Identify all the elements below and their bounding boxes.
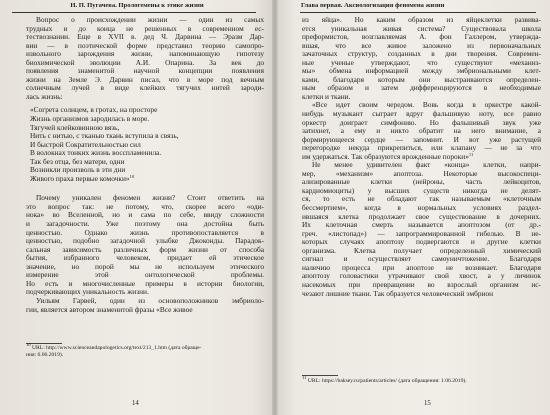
text-line: «Согретa солнцем, в гротах, на просторе: [30, 106, 158, 115]
text-line: ками, благодаря которым они выстраиваются определен-: [302, 75, 541, 84]
text-line: и загадочности. Уже поэтому она достойна быть: [26, 220, 264, 229]
text-line: мы» обмена информацией между эмбриональными клет-: [302, 67, 541, 76]
text-line: лась жизнь:: [26, 92, 63, 101]
paragraph: [26, 297, 264, 314]
text-line: клетки и ткани.: [302, 92, 351, 101]
text-line: извольного зарождения жизни, напоминающую гипотезу: [26, 50, 264, 59]
text-line: вин — в поэтической форме представил теорию самопро-: [26, 41, 264, 50]
text-line: гии, является автором знаменитой фразы «Все живое: [26, 305, 193, 314]
text-line: жизни на Земле Э. Дарвин писал, что в море под вечным: [26, 75, 264, 84]
text-line: перегородке некуда прикрепиться, или клапану — не за что: [302, 144, 541, 153]
book-gutter: [272, 0, 278, 415]
text-line: Живого праха первые комочки»$^{10}$: [30, 174, 135, 183]
text-line: им удержаться. Так образуются врожденные пороки»$^{11}$: [302, 152, 474, 161]
text-line: Уильям Гарвей, один из основоположников эмбриоло-: [36, 296, 264, 305]
text-line: ным образом и затем дифференцируются в необходимые: [302, 84, 541, 93]
text-line: затихнет, а ему и никто обратит на него внимание, а: [302, 127, 541, 136]
text-line: появления знаменитой научной концепции появления: [26, 67, 264, 76]
text-line: биохимической эволюции А.И. Опарина. За век до: [26, 58, 264, 67]
footnote-text-cont: ния: 6.06.2019).: [26, 352, 64, 358]
paragraph: [26, 194, 264, 297]
footnote-mark: 11: [468, 152, 474, 157]
page-number: 14: [132, 400, 139, 407]
text-line: формирующееся сердце — запомнит. И вот уже растущей: [302, 135, 541, 144]
text-line: зачаточных структур, созданных в дни творения. Современ-: [302, 50, 541, 59]
footnote: [302, 375, 467, 385]
text-line: мер, «механизм» апоптоза. Некоторые высокоспеци-: [302, 169, 541, 178]
footnote-mark: 11: [302, 375, 307, 380]
paragraph: [26, 16, 264, 101]
text-line: из яйца». Но каким образом из яйцеклетки развива-: [302, 16, 541, 24]
text-line: кардиомиоциты) у высших существ никогда не делят-: [302, 186, 541, 195]
text-line: которых случаях апоптозу подвергаются и другие клетки: [302, 238, 541, 247]
text-line: бытия, избранного человеком, придает ей этическое: [26, 254, 264, 263]
text-line: бессмертием», когда в нормальных условиях раздел-: [302, 204, 541, 213]
page-number: 15: [424, 400, 431, 407]
text-line: В волокнах тонких жизнь восспламенила.: [30, 149, 162, 158]
text-line: сальная зависимость различных форм жизни от способа: [26, 245, 264, 254]
text-line: нибудь музыкант сыграет вдруг фальшивую ноту, все равно: [302, 110, 541, 119]
footnote-text: URL: http://www.scienceandapologetics.org/text/213_1.htm (дата обраще-: [32, 345, 202, 351]
footnote-text: URL: https://baksey.ru/patients/articles/ (дата обращения: 1.06.2019).: [307, 378, 467, 384]
text-line: Возникли произволь в эти дни: [30, 166, 126, 175]
text-line: И быстрой Сократительностью сил: [30, 140, 141, 149]
footnote-rule: [26, 343, 62, 344]
paragraph: [302, 161, 541, 298]
text-line: ценностью. Однако жизнь противопоставляется в: [26, 228, 264, 237]
text-line: «Все идет своим чередом. Вовь когда в оркестре какой-: [312, 101, 541, 110]
text-line: подчеркивающих уникальность жизни.: [26, 288, 149, 297]
text-line: Почему уникален феномен жизни? Стоит ответить на: [36, 194, 264, 203]
text-line: Нить с нитью, с ткaнью ткань вступила в связь,: [30, 132, 179, 141]
running-header: Н. П. Пугачева. Прологемены к этике жизни: [70, 2, 204, 9]
text-line: преформистов, возглавляемая А. фон Галлером, утвержда-: [302, 33, 541, 42]
text-line: измерение этой онтологической проблемы.: [26, 271, 264, 280]
text-line: Жизнь организмов зародилась в море.: [30, 115, 150, 124]
header-rule: [12, 12, 256, 13]
footnote-mark: 10: [26, 342, 31, 347]
text-line: солнечным лучей в виде клейких тягучих нитей зароди-: [26, 84, 264, 93]
text-line: наличию процесса при апоптозе не возникает. Благодаря: [302, 263, 541, 272]
text-line: насекомых при превращении во взрослый организм ис-: [302, 280, 541, 289]
text-line: трудных и до конца не решенных в современном ес-: [26, 24, 264, 33]
text-line: Не менее удивителен факт «конца» клетки, напри-: [312, 161, 541, 170]
running-header: Глава первая. Аксиологизация феномена жизни: [301, 2, 445, 9]
text-line: сигнал и осуществляет самоуничтожение. Благодаря: [302, 255, 541, 264]
text-line: ные ученые утверждают, что существуют «механиз-: [302, 58, 541, 67]
right-page: [274, 0, 550, 415]
left-page: [0, 0, 274, 415]
footnote-rule: [302, 375, 338, 376]
footnote-mark: 10: [129, 174, 135, 179]
text-line: греч. «листопад») — запрограммированной гибелью. В не-: [302, 229, 541, 238]
text-line: Вопрос о происхождении жизни — один из самых: [36, 16, 264, 24]
page-body: [26, 16, 264, 314]
text-line: ценностью, подобно загадочной улыбке Джоконды. Парадок-: [26, 237, 264, 246]
text-line: это вопрос так: не потому, что, скорее всего «оди-: [26, 202, 264, 211]
text-line: значение, но порой мы не используем этического: [26, 262, 264, 271]
text-line: ся, то есть не обладают так называемым «клеточным: [302, 195, 541, 204]
text-line: чезают лишние ткани. Так образуется человеческий эмбрион: [302, 289, 494, 298]
text-line: организма. Клетка получает определенный химический: [302, 246, 541, 255]
text-line: Тягучей клейковинною вязь,: [30, 123, 120, 132]
paragraph: [302, 16, 541, 101]
text-line: Так без отца, без матери, одни: [30, 157, 125, 166]
text-line: Но есть и многочисленные примеры в истории биологии,: [26, 279, 264, 288]
text-line: ется уникальная живая система? Существовала школа: [302, 24, 541, 33]
verse-block: [30, 106, 264, 183]
text-line: Их клеточная смерть называется апоптозом (от др.-: [302, 221, 541, 230]
page-body: [302, 16, 541, 298]
footnote: [26, 342, 202, 359]
quote-block: [302, 101, 541, 161]
text-line: нока» во Вселенной, но и сама по себе, ввиду сложности: [26, 211, 264, 220]
text-line: оркестр доиграет симфонию. Но фальшивый звук уже: [302, 118, 541, 127]
text-line: тествознании. Еще в XVII в. дед Ч. Дарвина — Эразм Дар-: [26, 33, 264, 42]
text-line: вшая, что все живое заложено из первоначальных: [302, 41, 541, 50]
text-line: ившаяся клетка продолжает свое существование в дочерних.: [302, 212, 541, 221]
text-line: апоптозу головастики утрачивают свой хвост, а у личинок: [302, 272, 541, 281]
header-rule: [300, 12, 536, 13]
text-line: ализированные клетки (нейроны, часть лейкоцитов,: [302, 178, 541, 187]
